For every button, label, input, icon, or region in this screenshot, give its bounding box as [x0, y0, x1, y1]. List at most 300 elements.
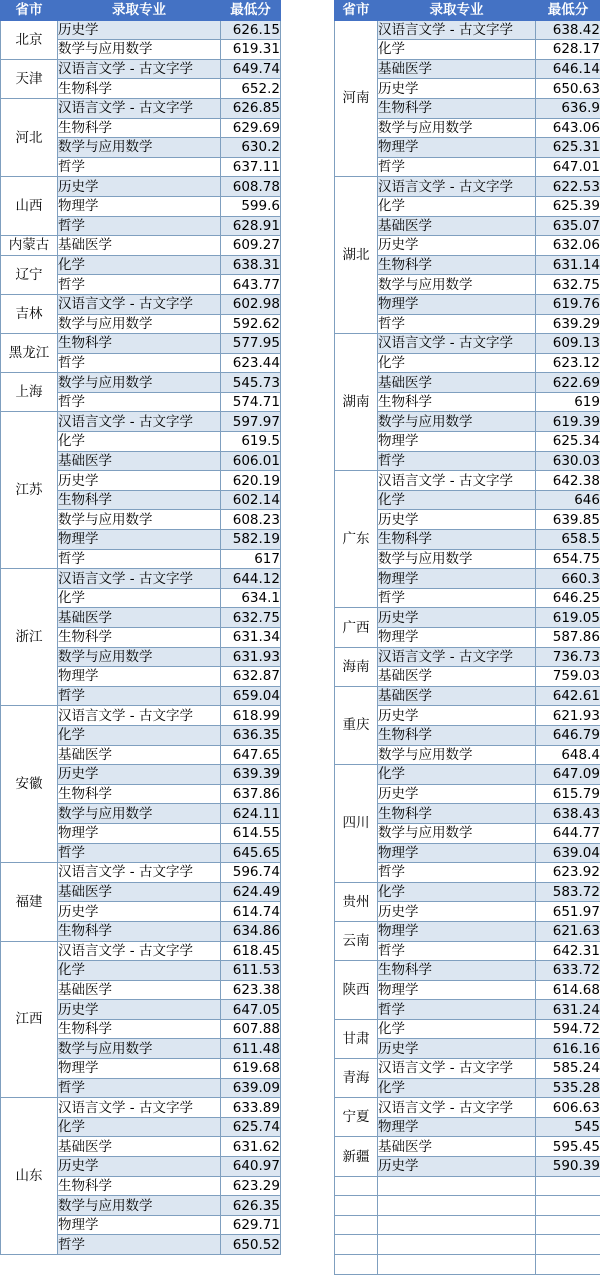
table-row	[1, 1098, 281, 1118]
major-cell: 物理学	[378, 843, 536, 863]
score-cell: 640.97	[221, 1157, 281, 1177]
table-row	[335, 921, 600, 941]
score-cell: 623.44	[221, 353, 281, 373]
score-cell: 622.53	[536, 177, 600, 197]
score-cell: 624.11	[221, 804, 281, 824]
score-cell: 583.72	[536, 882, 600, 902]
score-cell: 602.98	[221, 294, 281, 314]
table-row	[335, 765, 600, 785]
major-cell: 哲学	[378, 314, 536, 334]
score-cell: 621.63	[536, 921, 600, 941]
score-cell: 642.38	[536, 471, 600, 491]
major-cell: 历史学	[378, 1039, 536, 1059]
score-cell: 619.31	[221, 40, 281, 60]
major-cell: 生物科学	[378, 804, 536, 824]
major-cell: 化学	[58, 588, 221, 608]
score-cell: 628.91	[221, 216, 281, 236]
major-cell: 汉语言文学 - 古文字学	[378, 471, 536, 491]
score-cell: 545	[536, 1117, 600, 1137]
province-cell: 山东	[1, 1098, 58, 1255]
major-cell: 历史学	[378, 1157, 536, 1177]
empty-cell	[378, 1196, 536, 1216]
major-cell: 历史学	[378, 79, 536, 99]
major-cell: 哲学	[58, 549, 221, 569]
score-cell: 599.6	[221, 196, 281, 216]
score-cell: 630.03	[536, 451, 600, 471]
major-cell: 化学	[378, 882, 536, 902]
table-row	[335, 177, 600, 197]
table-row	[1, 941, 281, 961]
major-cell: 生物科学	[58, 628, 221, 648]
score-cell: 647.09	[536, 765, 600, 785]
major-cell: 生物科学	[58, 784, 221, 804]
table-row	[1, 177, 281, 197]
province-cell: 北京	[1, 20, 58, 59]
header-row	[335, 1, 600, 21]
score-cell: 647.01	[536, 157, 600, 177]
score-cell: 574.71	[221, 392, 281, 412]
major-cell: 基础医学	[58, 236, 221, 256]
major-cell: 物理学	[378, 138, 536, 158]
score-cell: 639.09	[221, 1078, 281, 1098]
empty-cell	[378, 1176, 536, 1196]
score-cell: 639.29	[536, 314, 600, 334]
major-cell: 汉语言文学 - 古文字学	[58, 294, 221, 314]
major-cell: 基础医学	[378, 667, 536, 687]
major-cell: 哲学	[58, 275, 221, 295]
major-cell: 历史学	[378, 902, 536, 922]
major-cell: 基础医学	[378, 1137, 536, 1157]
score-cell: 619.68	[221, 1059, 281, 1079]
score-cell: 631.93	[221, 647, 281, 667]
major-cell: 汉语言文学 - 古文字学	[378, 647, 536, 667]
province-cell: 陕西	[335, 961, 378, 1020]
major-cell: 汉语言文学 - 古文字学	[58, 1098, 221, 1118]
major-cell: 生物科学	[58, 490, 221, 510]
major-cell: 汉语言文学 - 古文字学	[378, 334, 536, 354]
score-cell: 614.68	[536, 980, 600, 1000]
score-cell: 654.75	[536, 549, 600, 569]
score-cell: 621.93	[536, 706, 600, 726]
major-cell: 历史学	[58, 1157, 221, 1177]
score-cell: 594.72	[536, 1019, 600, 1039]
score-cell: 631.14	[536, 255, 600, 275]
major-cell: 基础医学	[378, 216, 536, 236]
major-cell: 哲学	[378, 1000, 536, 1020]
table-row	[335, 686, 600, 706]
major-cell: 生物科学	[58, 79, 221, 99]
major-cell: 生物科学	[58, 921, 221, 941]
major-cell: 数学与应用数学	[378, 549, 536, 569]
score-cell: 636.35	[221, 725, 281, 745]
major-cell: 物理学	[378, 628, 536, 648]
major-cell: 物理学	[378, 432, 536, 452]
major-cell: 化学	[378, 1019, 536, 1039]
major-cell: 物理学	[378, 294, 536, 314]
score-cell: 535.28	[536, 1078, 600, 1098]
major-cell: 历史学	[378, 608, 536, 628]
score-cell: 647.05	[221, 1000, 281, 1020]
major-cell: 汉语言文学 - 古文字学	[378, 20, 536, 40]
major-cell: 数学与应用数学	[378, 745, 536, 765]
score-cell: 629.71	[221, 1215, 281, 1235]
major-cell: 历史学	[378, 510, 536, 530]
score-cell: 646.25	[536, 588, 600, 608]
score-cell: 631.62	[221, 1137, 281, 1157]
table-row	[1, 59, 281, 79]
empty-cell	[378, 1235, 536, 1255]
major-cell: 化学	[378, 490, 536, 510]
score-cell: 625.31	[536, 138, 600, 158]
province-cell: 天津	[1, 59, 58, 98]
province-cell: 云南	[335, 921, 378, 960]
major-cell: 基础医学	[58, 882, 221, 902]
score-cell: 619	[536, 392, 600, 412]
major-cell: 生物科学	[378, 530, 536, 550]
major-cell: 历史学	[58, 471, 221, 491]
province-cell: 湖北	[335, 177, 378, 334]
table-row	[1, 255, 281, 275]
major-cell: 物理学	[58, 530, 221, 550]
score-cell: 650.52	[221, 1235, 281, 1255]
major-cell: 物理学	[378, 569, 536, 589]
score-cell: 625.34	[536, 432, 600, 452]
major-cell: 汉语言文学 - 古文字学	[378, 177, 536, 197]
score-cell: 611.53	[221, 961, 281, 981]
score-cell: 649.74	[221, 59, 281, 79]
score-cell: 629.69	[221, 118, 281, 138]
score-cell: 646	[536, 490, 600, 510]
score-cell: 633.72	[536, 961, 600, 981]
score-cell: 631.34	[221, 628, 281, 648]
province-cell: 甘肃	[335, 1019, 378, 1058]
major-cell: 汉语言文学 - 古文字学	[58, 412, 221, 432]
header-score: 最低分	[536, 1, 600, 21]
score-cell: 642.61	[536, 686, 600, 706]
score-cell: 609.27	[221, 236, 281, 256]
score-cell: 606.01	[221, 451, 281, 471]
score-cell: 619.76	[536, 294, 600, 314]
major-cell: 汉语言文学 - 古文字学	[58, 569, 221, 589]
major-cell: 汉语言文学 - 古文字学	[58, 863, 221, 883]
province-cell: 四川	[335, 765, 378, 883]
province-cell: 浙江	[1, 569, 58, 706]
major-cell: 哲学	[58, 1078, 221, 1098]
major-cell: 数学与应用数学	[378, 275, 536, 295]
score-cell: 632.87	[221, 667, 281, 687]
score-cell: 631.24	[536, 1000, 600, 1020]
score-cell: 643.77	[221, 275, 281, 295]
major-cell: 生物科学	[58, 1176, 221, 1196]
province-cell: 广西	[335, 608, 378, 647]
score-table-right	[334, 0, 600, 1275]
score-cell: 637.86	[221, 784, 281, 804]
score-cell: 545.73	[221, 373, 281, 393]
score-cell: 625.74	[221, 1117, 281, 1137]
score-cell: 638.31	[221, 255, 281, 275]
major-cell: 数学与应用数学	[58, 510, 221, 530]
empty-cell	[335, 1215, 378, 1235]
score-cell: 608.23	[221, 510, 281, 530]
major-cell: 数学与应用数学	[58, 373, 221, 393]
score-cell: 634.1	[221, 588, 281, 608]
score-cell: 577.95	[221, 334, 281, 354]
score-cell: 623.29	[221, 1176, 281, 1196]
score-cell: 625.39	[536, 196, 600, 216]
score-cell: 595.45	[536, 1137, 600, 1157]
major-cell: 历史学	[58, 20, 221, 40]
score-cell: 624.49	[221, 882, 281, 902]
score-cell: 616.16	[536, 1039, 600, 1059]
province-cell: 海南	[335, 647, 378, 686]
score-cell: 650.63	[536, 79, 600, 99]
province-cell: 湖南	[335, 334, 378, 471]
major-cell: 哲学	[378, 451, 536, 471]
province-cell: 山西	[1, 177, 58, 236]
empty-row	[335, 1235, 600, 1255]
table-row	[335, 1098, 600, 1118]
empty-cell	[335, 1196, 378, 1216]
header-row	[1, 1, 281, 21]
province-cell: 江西	[1, 941, 58, 1098]
major-cell: 物理学	[58, 667, 221, 687]
major-cell: 化学	[378, 1078, 536, 1098]
major-cell: 哲学	[58, 353, 221, 373]
table-row	[335, 1019, 600, 1039]
major-cell: 数学与应用数学	[58, 1196, 221, 1216]
empty-cell	[335, 1176, 378, 1196]
empty-row	[335, 1196, 600, 1216]
table-row	[335, 608, 600, 628]
score-cell: 644.12	[221, 569, 281, 589]
score-cell: 596.74	[221, 863, 281, 883]
score-cell: 606.63	[536, 1098, 600, 1118]
major-cell: 物理学	[58, 1059, 221, 1079]
header-province: 省市	[335, 1, 378, 21]
score-cell: 632.75	[536, 275, 600, 295]
table-row	[1, 20, 281, 40]
province-cell: 贵州	[335, 882, 378, 921]
major-cell: 生物科学	[378, 392, 536, 412]
major-cell: 基础医学	[58, 745, 221, 765]
major-cell: 汉语言文学 - 古文字学	[58, 706, 221, 726]
empty-cell	[335, 1255, 378, 1275]
score-cell: 638.43	[536, 804, 600, 824]
major-cell: 历史学	[58, 765, 221, 785]
major-cell: 哲学	[58, 1235, 221, 1255]
table-row	[1, 98, 281, 118]
province-cell: 江苏	[1, 412, 58, 569]
major-cell: 哲学	[58, 392, 221, 412]
province-cell: 重庆	[335, 686, 378, 764]
score-cell: 619.5	[221, 432, 281, 452]
table-row	[1, 373, 281, 393]
score-cell: 602.14	[221, 490, 281, 510]
major-cell: 化学	[378, 765, 536, 785]
major-cell: 化学	[378, 40, 536, 60]
table-row	[335, 882, 600, 902]
major-cell: 历史学	[378, 784, 536, 804]
score-cell: 614.55	[221, 823, 281, 843]
province-cell: 广东	[335, 471, 378, 608]
score-cell: 623.12	[536, 353, 600, 373]
score-cell: 759.03	[536, 667, 600, 687]
table-row	[1, 236, 281, 256]
major-cell: 生物科学	[58, 1019, 221, 1039]
major-cell: 物理学	[378, 980, 536, 1000]
score-cell: 644.77	[536, 823, 600, 843]
major-cell: 化学	[58, 432, 221, 452]
header-province: 省市	[1, 1, 58, 21]
major-cell: 生物科学	[378, 255, 536, 275]
province-cell: 安徽	[1, 706, 58, 863]
province-cell: 辽宁	[1, 255, 58, 294]
score-cell: 585.24	[536, 1059, 600, 1079]
major-cell: 生物科学	[58, 334, 221, 354]
major-cell: 哲学	[58, 686, 221, 706]
score-cell: 658.5	[536, 530, 600, 550]
major-cell: 物理学	[58, 196, 221, 216]
score-cell: 611.48	[221, 1039, 281, 1059]
score-cell: 634.86	[221, 921, 281, 941]
score-cell: 623.92	[536, 863, 600, 883]
major-cell: 数学与应用数学	[58, 314, 221, 334]
score-cell: 618.99	[221, 706, 281, 726]
major-cell: 哲学	[378, 863, 536, 883]
score-cell: 619.05	[536, 608, 600, 628]
score-cell: 647.65	[221, 745, 281, 765]
header-major: 录取专业	[378, 1, 536, 21]
empty-cell	[536, 1196, 600, 1216]
empty-cell	[536, 1215, 600, 1235]
score-cell: 651.97	[536, 902, 600, 922]
score-cell: 646.14	[536, 59, 600, 79]
empty-row	[335, 1176, 600, 1196]
empty-row	[335, 1255, 600, 1275]
major-cell: 汉语言文学 - 古文字学	[58, 941, 221, 961]
province-cell: 吉林	[1, 294, 58, 333]
major-cell: 生物科学	[58, 118, 221, 138]
score-cell: 626.35	[221, 1196, 281, 1216]
score-cell: 645.65	[221, 843, 281, 863]
table-row	[1, 412, 281, 432]
empty-cell	[536, 1255, 600, 1275]
score-cell: 622.69	[536, 373, 600, 393]
score-cell: 639.85	[536, 510, 600, 530]
major-cell: 历史学	[378, 236, 536, 256]
major-cell: 基础医学	[58, 608, 221, 628]
score-cell: 642.31	[536, 941, 600, 961]
province-cell: 黑龙江	[1, 334, 58, 373]
empty-cell	[536, 1235, 600, 1255]
score-cell: 660.3	[536, 569, 600, 589]
major-cell: 化学	[58, 725, 221, 745]
major-cell: 数学与应用数学	[58, 40, 221, 60]
score-cell: 632.06	[536, 236, 600, 256]
score-cell: 636.9	[536, 98, 600, 118]
major-cell: 数学与应用数学	[58, 1039, 221, 1059]
empty-cell	[378, 1255, 536, 1275]
empty-cell	[378, 1215, 536, 1235]
major-cell: 汉语言文学 - 古文字学	[58, 59, 221, 79]
major-cell: 历史学	[58, 177, 221, 197]
major-cell: 哲学	[58, 843, 221, 863]
major-cell: 基础医学	[378, 373, 536, 393]
table-row	[1, 334, 281, 354]
score-cell: 635.07	[536, 216, 600, 236]
table-body-left	[1, 20, 281, 1254]
major-cell: 基础医学	[378, 59, 536, 79]
major-cell: 数学与应用数学	[378, 118, 536, 138]
province-cell: 新疆	[335, 1137, 378, 1176]
score-cell: 590.39	[536, 1157, 600, 1177]
table-body-right	[335, 20, 600, 1274]
score-cell: 736.73	[536, 647, 600, 667]
major-cell: 化学	[58, 961, 221, 981]
score-cell: 623.38	[221, 980, 281, 1000]
major-cell: 基础医学	[58, 980, 221, 1000]
major-cell: 历史学	[378, 706, 536, 726]
major-cell: 数学与应用数学	[378, 412, 536, 432]
score-cell: 619.39	[536, 412, 600, 432]
province-cell: 青海	[335, 1059, 378, 1098]
major-cell: 生物科学	[378, 725, 536, 745]
score-cell: 608.78	[221, 177, 281, 197]
table-row	[335, 471, 600, 491]
table-row	[335, 1137, 600, 1157]
major-cell: 哲学	[58, 216, 221, 236]
major-cell: 物理学	[58, 1215, 221, 1235]
score-cell: 637.11	[221, 157, 281, 177]
major-cell: 哲学	[58, 157, 221, 177]
major-cell: 历史学	[58, 902, 221, 922]
major-cell: 化学	[58, 255, 221, 275]
table-row	[335, 334, 600, 354]
major-cell: 哲学	[378, 588, 536, 608]
table-row	[1, 863, 281, 883]
province-cell: 宁夏	[335, 1098, 378, 1137]
score-cell: 648.4	[536, 745, 600, 765]
empty-cell	[536, 1176, 600, 1196]
score-cell: 659.04	[221, 686, 281, 706]
score-cell: 630.2	[221, 138, 281, 158]
table-row	[1, 294, 281, 314]
score-cell: 633.89	[221, 1098, 281, 1118]
major-cell: 数学与应用数学	[378, 823, 536, 843]
score-cell: 639.04	[536, 843, 600, 863]
province-cell: 内蒙古	[1, 236, 58, 256]
score-cell: 628.17	[536, 40, 600, 60]
empty-row	[335, 1215, 600, 1235]
major-cell: 化学	[58, 1117, 221, 1137]
score-cell: 643.06	[536, 118, 600, 138]
major-cell: 汉语言文学 - 古文字学	[58, 98, 221, 118]
major-cell: 基础医学	[58, 1137, 221, 1157]
table-row	[1, 706, 281, 726]
major-cell: 数学与应用数学	[58, 647, 221, 667]
score-cell: 597.97	[221, 412, 281, 432]
major-cell: 汉语言文学 - 古文字学	[378, 1059, 536, 1079]
major-cell: 历史学	[58, 1000, 221, 1020]
major-cell: 数学与应用数学	[58, 138, 221, 158]
header-score: 最低分	[221, 1, 281, 21]
major-cell: 物理学	[378, 1117, 536, 1137]
table-row	[335, 647, 600, 667]
header-major: 录取专业	[58, 1, 221, 21]
score-cell: 614.74	[221, 902, 281, 922]
table-row	[1, 569, 281, 589]
major-cell: 数学与应用数学	[58, 804, 221, 824]
